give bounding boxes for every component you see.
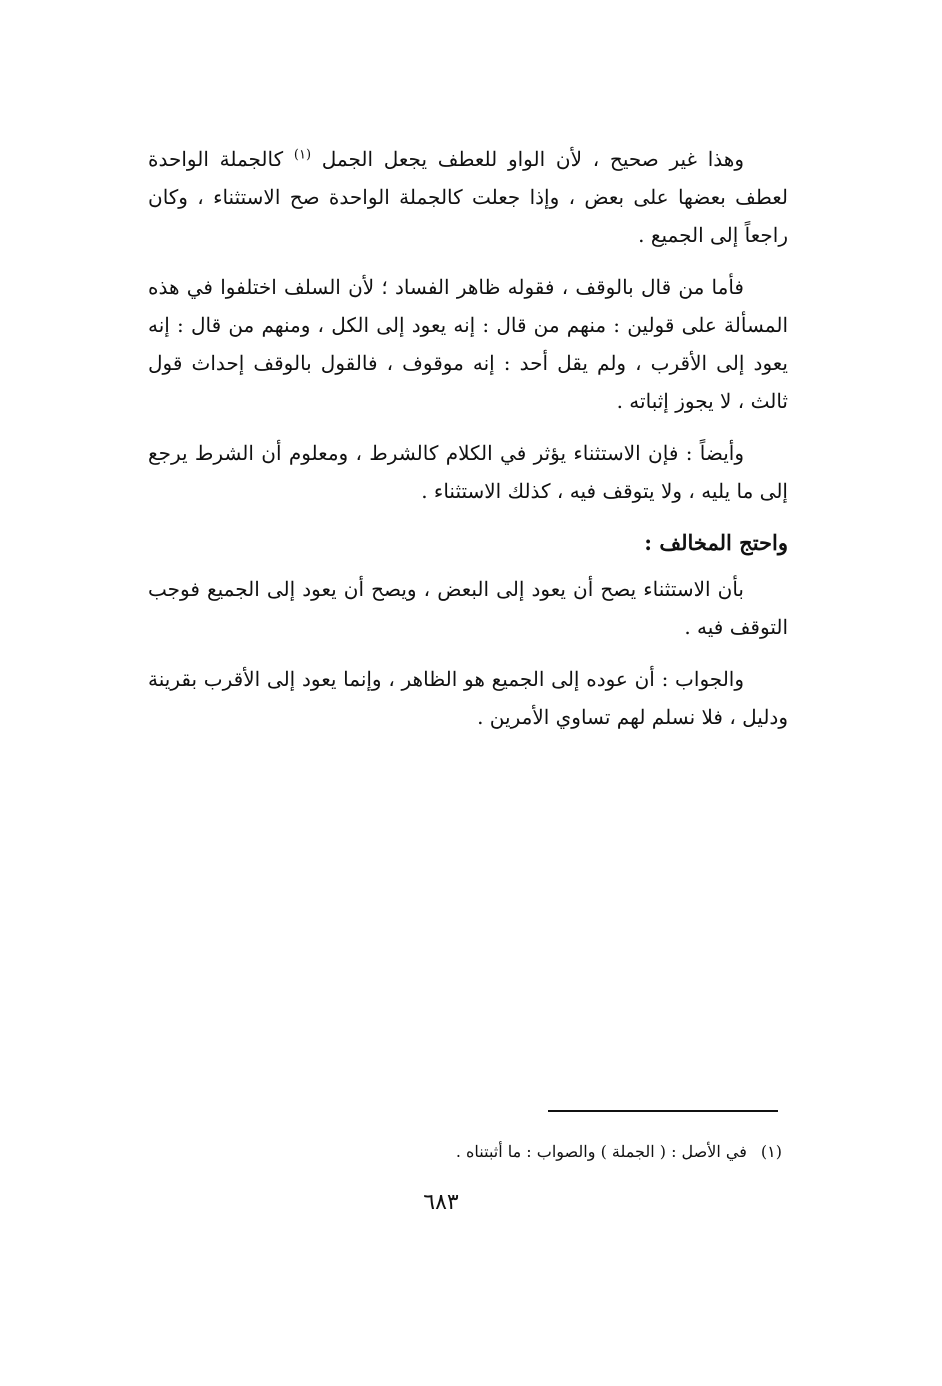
page-number: ٦٨٣ (423, 1190, 459, 1215)
footnote-number: (١) (760, 1142, 782, 1161)
footnote (148, 1138, 782, 1166)
paragraph-1-after: كالجملة الواحدة لعطف بعضها على بعض ، وإذا جعلت كالجملة الواحدة صح الاستثناء ، وكان راجعاً إلى الجميع . (148, 147, 788, 247)
paragraph-4: بأن الاستثناء يصح أن يعود إلى البعض ، ويصح أن يعود إلى الجميع فوجب التوقف فيه . (148, 577, 788, 639)
paragraph-5: والجواب : أن عوده إلى الجميع هو الظاهر ، وإنما يعود إلى الأقرب بقرينة ودليل ، فلا نسلم لهم تساوي الأمرين . (148, 667, 788, 729)
main-text (148, 140, 788, 750)
paragraph-1-before: وهذا غير صحيح ، لأن الواو للعطف يجعل الجمل (311, 147, 744, 171)
paragraph-1 (148, 140, 788, 254)
paragraph-3: وأيضاً : فإن الاستثناء يؤثر في الكلام كالشرط ، ومعلوم أن الشرط يرجع إلى ما يليه ، ولا يتوقف فيه ، كذلك الاستثناء . (148, 441, 788, 503)
paragraph-2: فأما من قال بالوقف ، فقوله ظاهر الفساد ؛ لأن السلف اختلفوا في هذه المسألة على قولين : منهم من قال : إنه يعود إلى الكل ، ومنهم من قال : إنه يعود إلى الأقرب ، ولم يقل أحد : إنه موقوف ، فالقول بالوقف إحداث قول ثالث ، لا يجوز إثباته . (148, 275, 788, 413)
footnote-text: في الأصل : ( الجملة ) والصواب : ما أثبتناه . (455, 1142, 747, 1161)
section-heading: واحتج المخالف : (644, 530, 788, 555)
footnote-reference: (١) (293, 147, 312, 163)
footnote-divider (548, 1110, 778, 1112)
